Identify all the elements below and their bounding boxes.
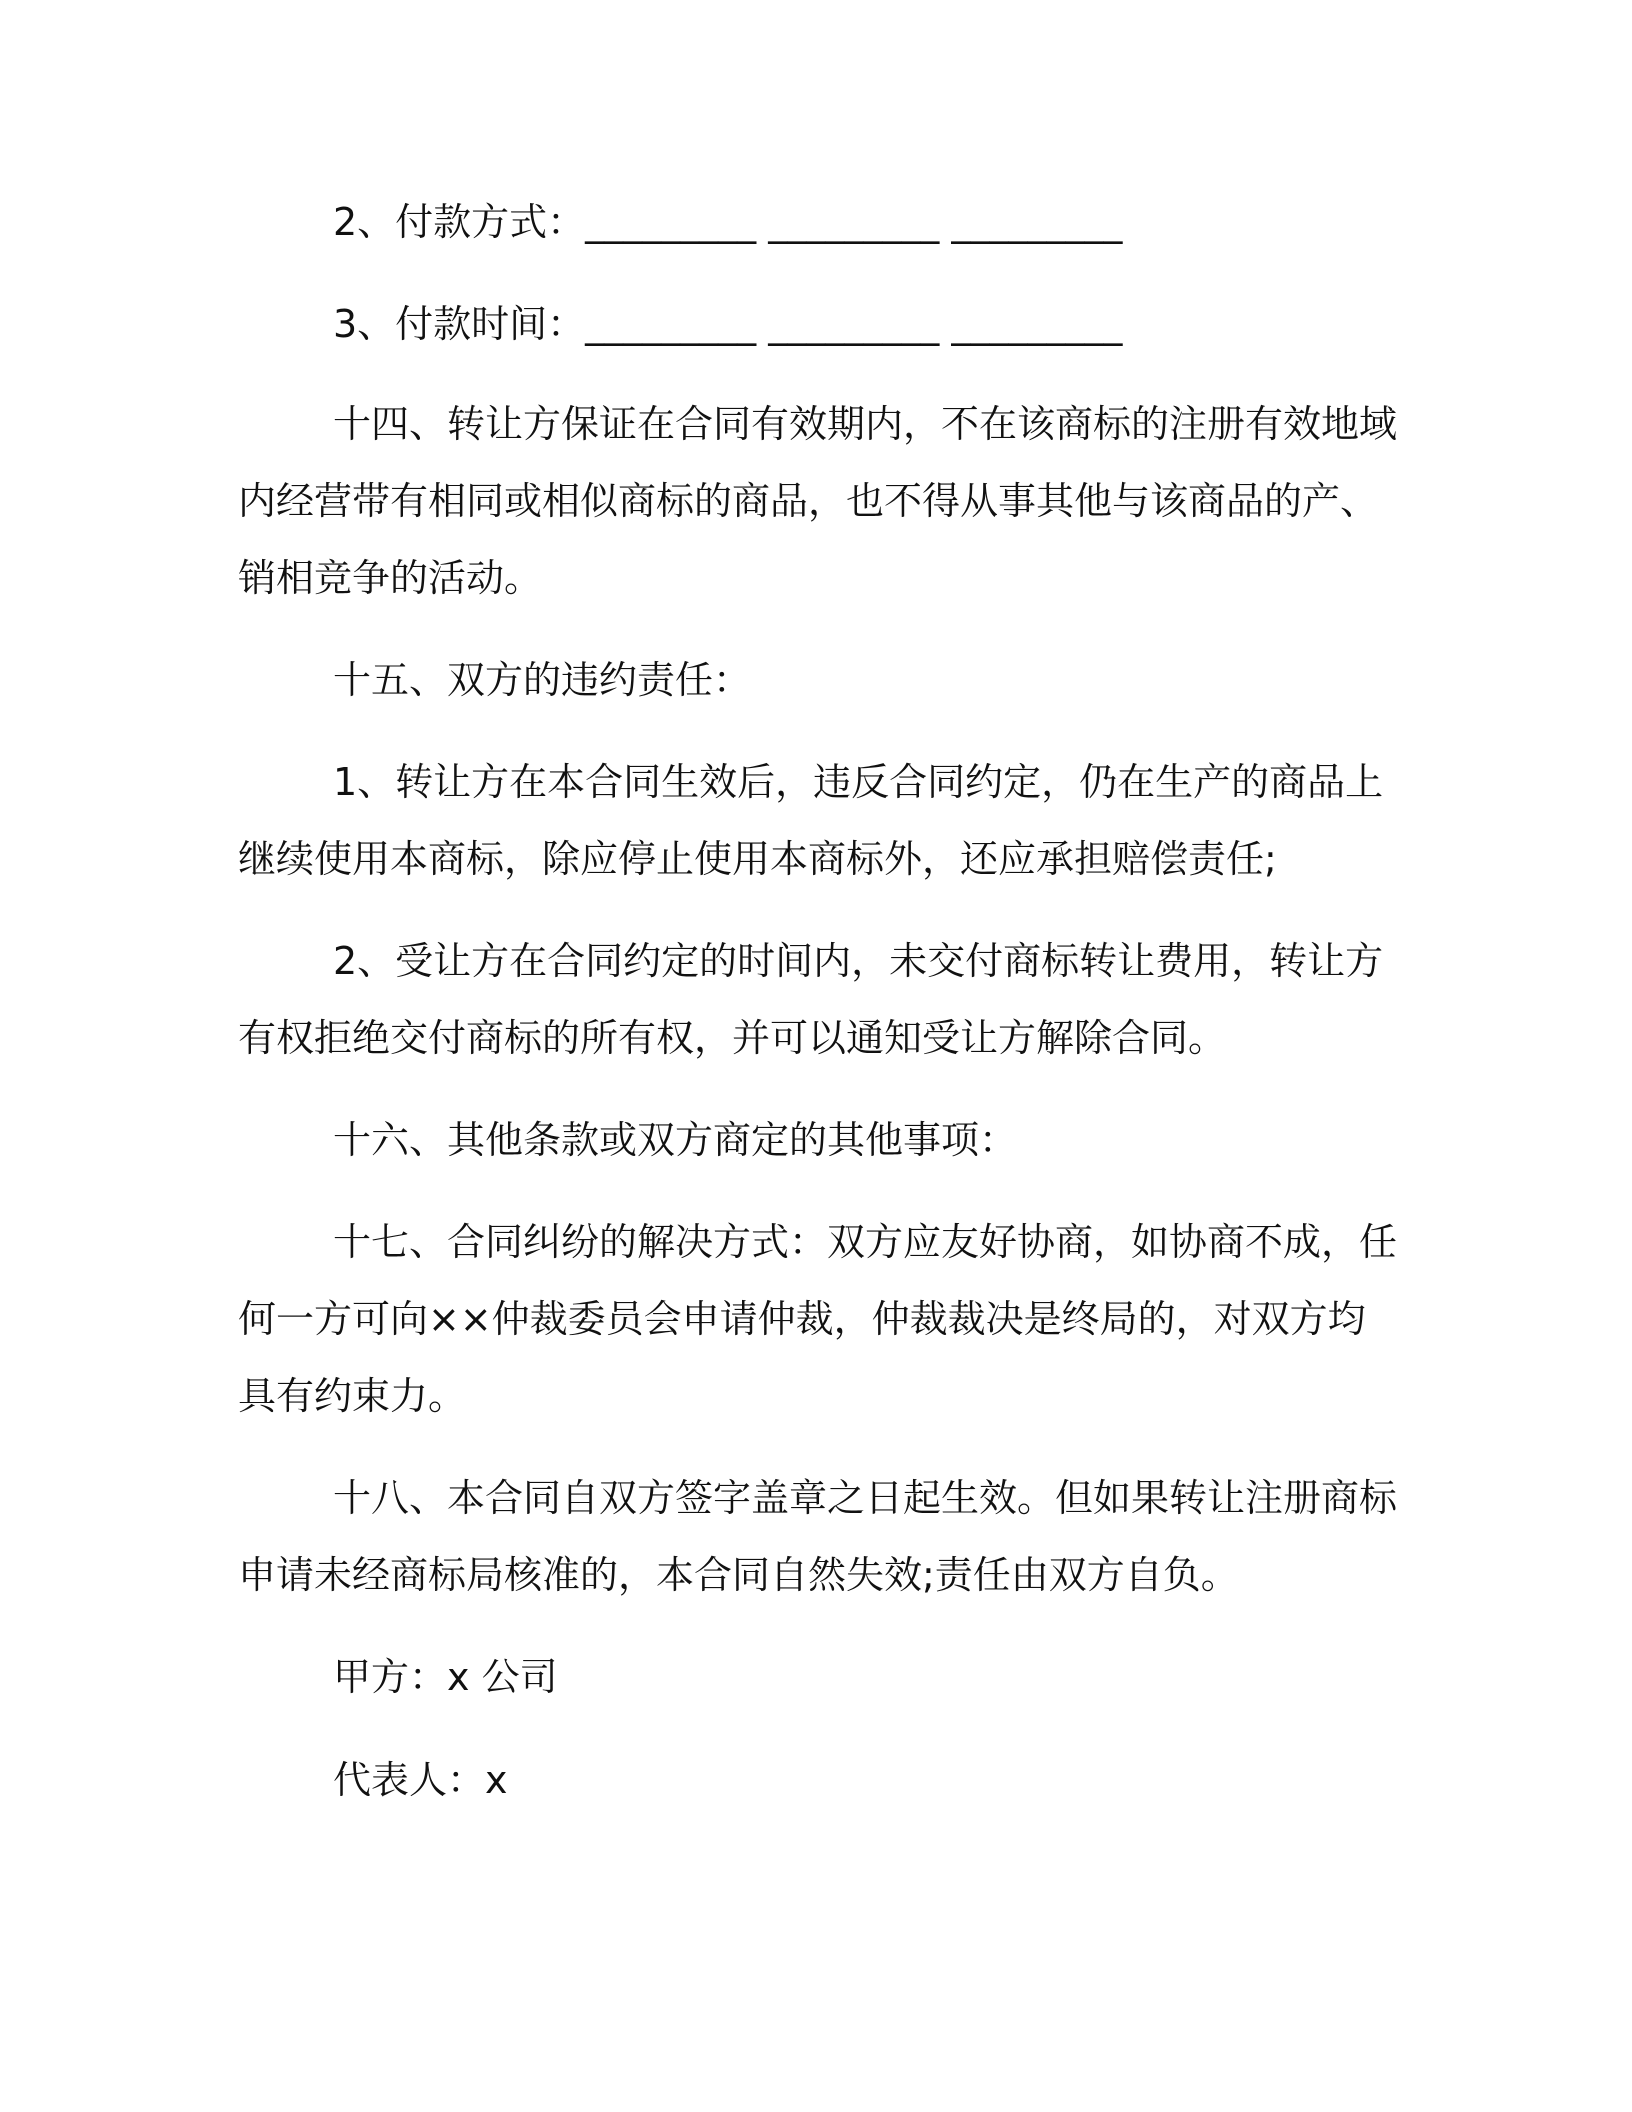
clause-15-item-1-line-2: 继续使用本商标，除应停止使用本商标外，还应承担赔偿责任;: [238, 837, 1277, 881]
clause-16-line: 十六、其他条款或双方商定的其他事项：: [333, 1118, 1018, 1162]
party-a-line: 甲方：x 公司: [333, 1655, 558, 1699]
clause-17-line-3: 具有约束力。: [238, 1374, 467, 1418]
clause-17-line-2: 何一方可向××仲裁委员会申请仲裁，仲裁裁决是终局的，对双方均: [238, 1297, 1366, 1341]
representative-line: 代表人：x: [333, 1758, 508, 1802]
clause-14-line-1: 十四、转让方保证在合同有效期内，不在该商标的注册有效地域: [333, 402, 1398, 446]
clause-14-line-3: 销相竞争的活动。: [238, 556, 543, 600]
clause-18-line-1: 十八、本合同自双方签字盖章之日起生效。但如果转让注册商标: [333, 1476, 1398, 1520]
clause-18-line-2: 申请未经商标局核准的，本合同自然失效;责任由双方自负。: [238, 1553, 1239, 1597]
clause-14-line-2: 内经营带有相同或相似商标的商品，也不得从事其他与该商品的产、: [238, 479, 1379, 523]
payment-method-line: 2、付款方式：_________ _________ _________: [333, 200, 1123, 244]
clause-15-item-1-line-1: 1、转让方在本合同生效后，违反合同约定，仍在生产的商品上: [333, 760, 1384, 804]
clause-17-line-1: 十七、合同纠纷的解决方式：双方应友好协商，如协商不成，任: [333, 1220, 1398, 1264]
clause-15-heading: 十五、双方的违约责任：: [333, 658, 752, 702]
payment-time-line: 3、付款时间：_________ _________ _________: [333, 302, 1123, 346]
clause-15-item-2-line-2: 有权拒绝交付商标的所有权，并可以通知受让方解除合同。: [238, 1016, 1227, 1060]
clause-15-item-2-line-1: 2、受让方在合同约定的时间内，未交付商标转让费用，转让方: [333, 939, 1384, 983]
